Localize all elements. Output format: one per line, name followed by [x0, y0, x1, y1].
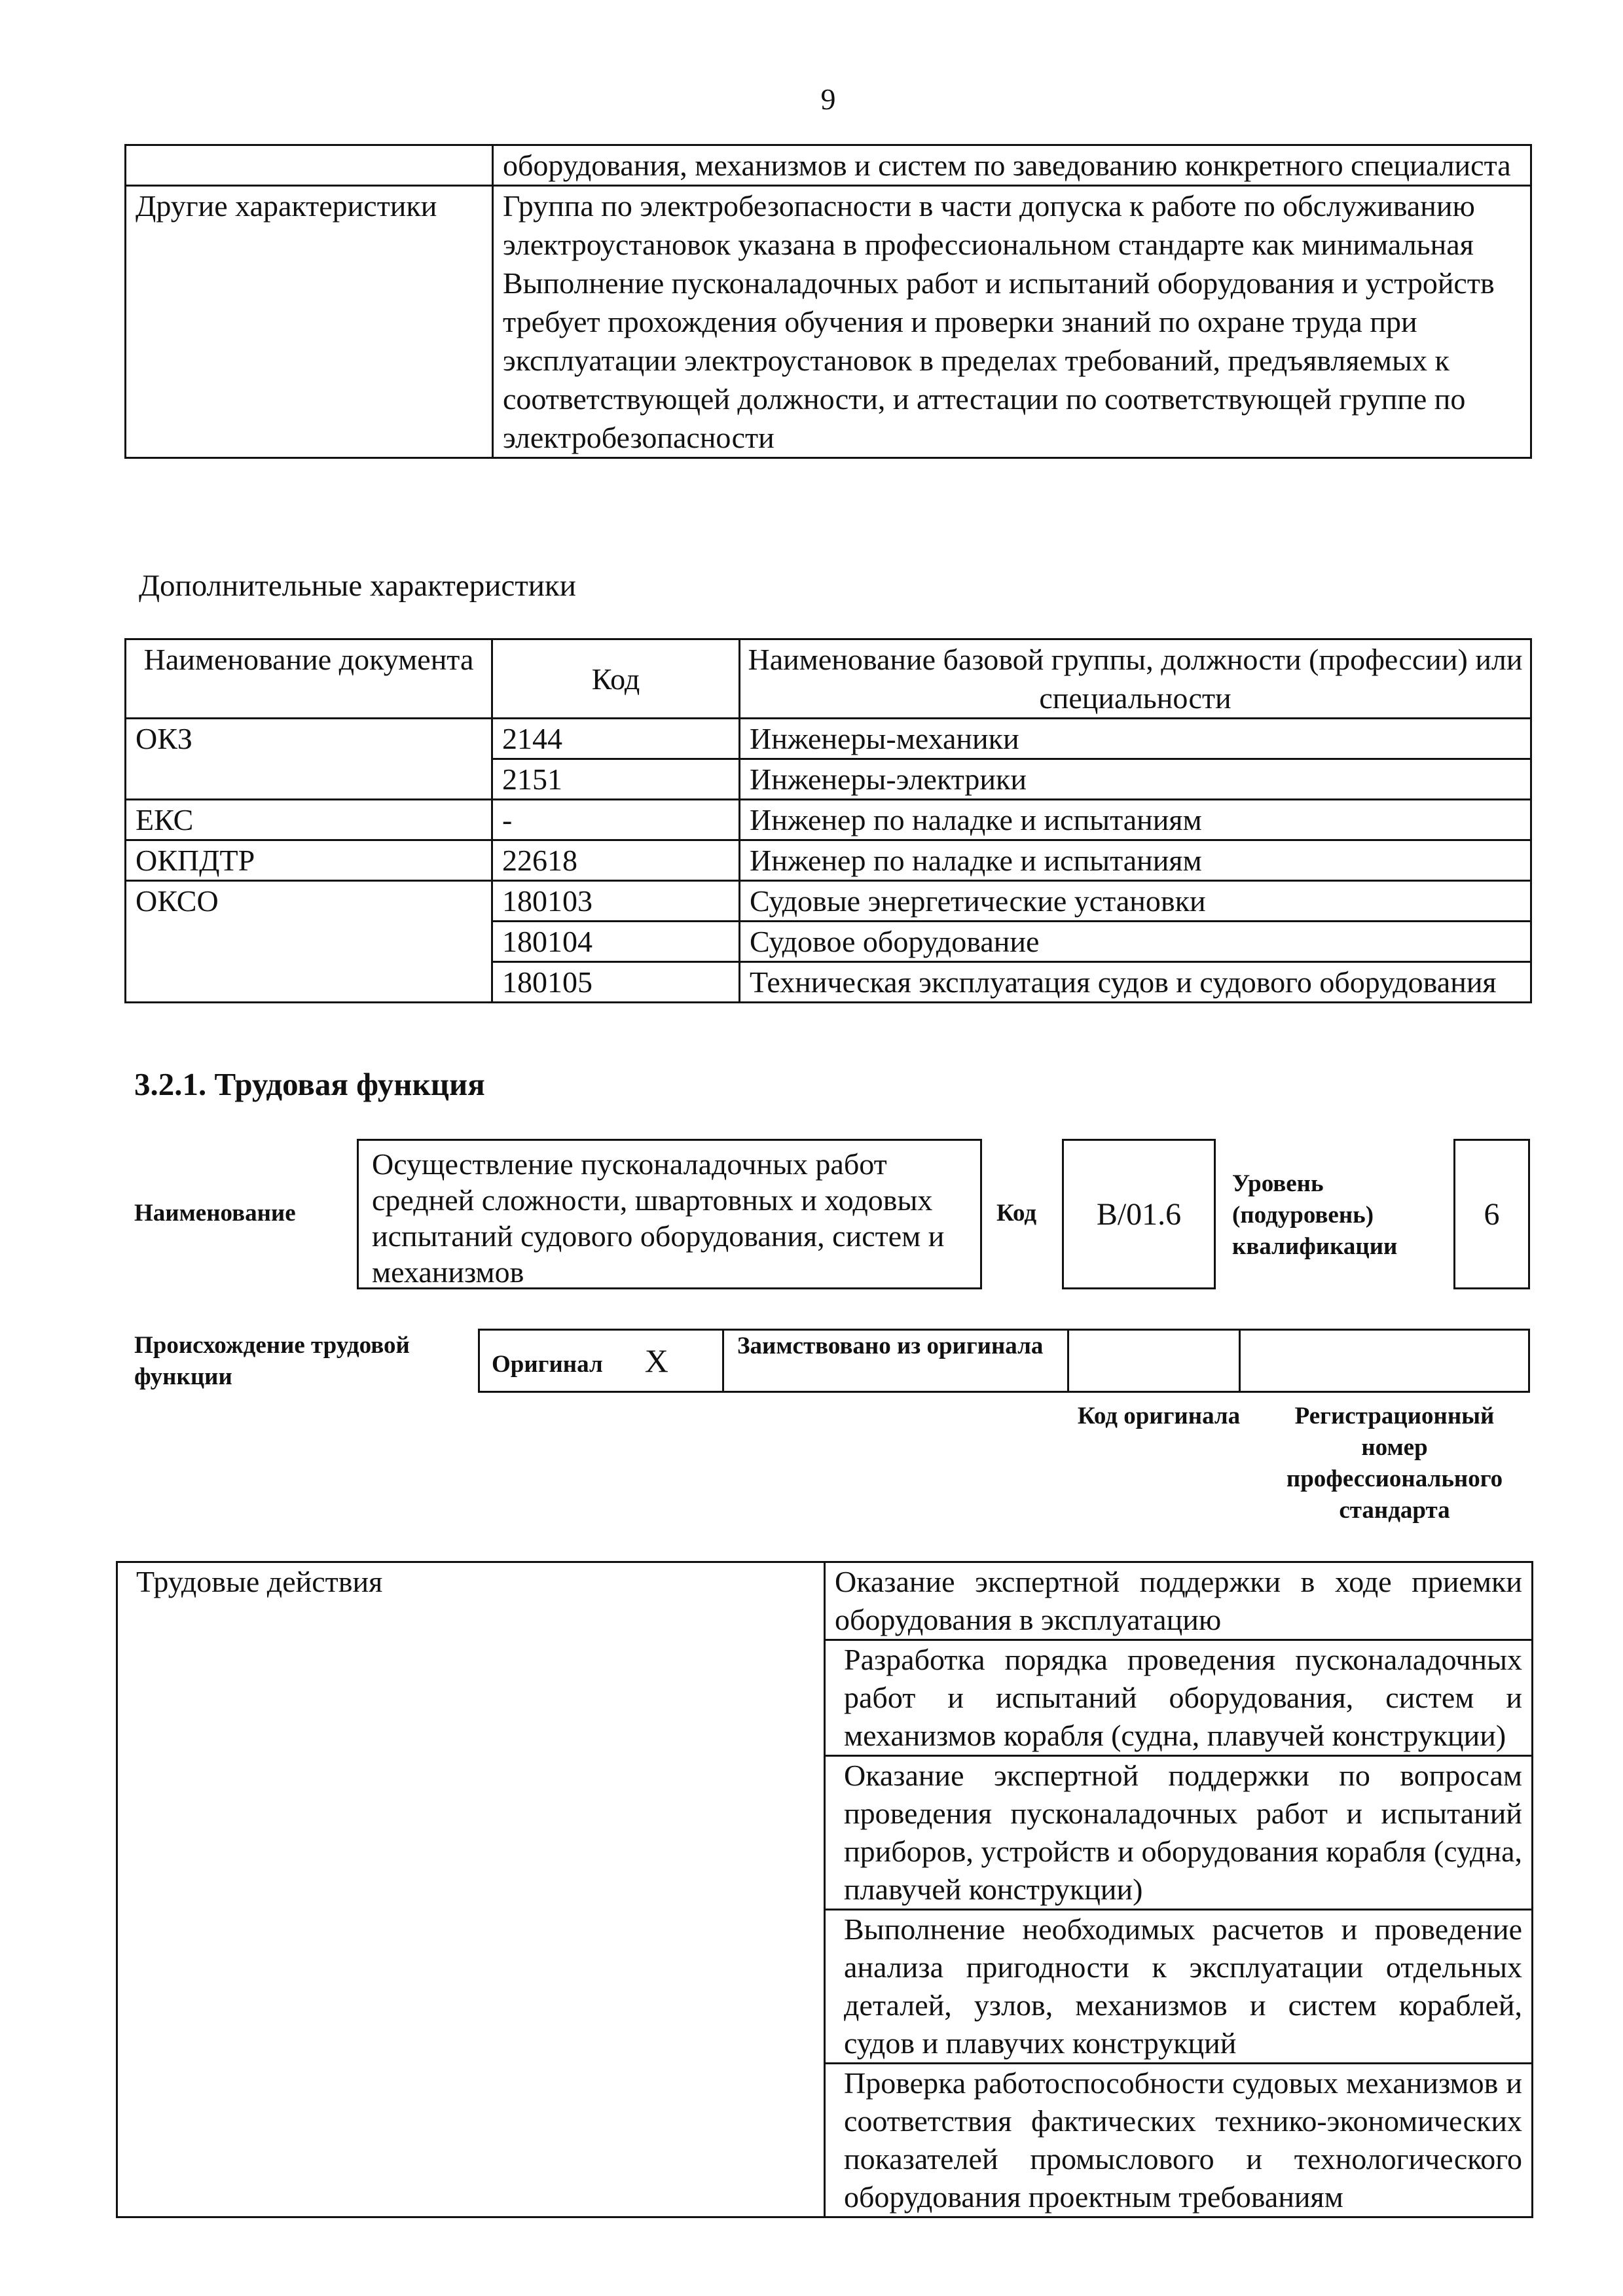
table-row — [117, 1562, 1533, 1640]
training-requirement-text: Выполнение пусконаладочных работ и испытаний оборудования и устройств требует прохождения обучения и проверки знаний по охране труда при эксплуатации электроустановок в пределах требований, предъявляемых к соответствующей должности, и аттестации по соответствующей группе по электробезопасности — [503, 266, 1495, 454]
labor-actions-label: Трудовые действия — [117, 1562, 825, 2217]
name-cell: Инженеры-механики — [740, 719, 1531, 759]
labor-action-item: Оказание экспертной поддержки по вопросам проведения пусконаладочных работ и испытаний приборов, устройств и оборудования корабля (судна, плавучей конструкции) — [825, 1756, 1533, 1910]
level-box — [1453, 1139, 1530, 1289]
other-characteristics-label: Другие характеристики — [126, 186, 493, 458]
additional-characteristics-table — [124, 638, 1532, 1003]
table-row — [126, 881, 1531, 922]
code-original-caption: Код оригинала — [1077, 1403, 1241, 1429]
doc-cell: ОКПДТР — [126, 840, 492, 881]
code-cell: 180103 — [492, 881, 740, 922]
value-cell — [493, 186, 1531, 458]
name-cell: Инженер по наладке и испытаниям — [740, 800, 1531, 840]
page-number: 9 — [820, 82, 836, 116]
labor-action-item: Проверка работоспособности судовых механизмов и соответствия фактических технико-экономических показателей промыслового и технологического оборудования проектным требованиям — [825, 2064, 1533, 2217]
code-cell: 180105 — [492, 962, 740, 1003]
labor-function-heading: 3.2.1. Трудовая функция — [134, 1066, 485, 1102]
code-label: Код — [996, 1200, 1037, 1227]
labor-action-item: Разработка порядка проведения пусконаладочных работ и испытаний оборудования, систем и механизмов корабля (судна, плавучей конструкции) — [825, 1640, 1533, 1756]
electrical-safety-text: Группа по электробезопасности в части допуска к работе по обслуживанию электроустановок указана в профессиональном стандарте как минимальная — [503, 189, 1475, 261]
doc-cell: ОКСО — [126, 881, 492, 1003]
origin-row — [479, 1330, 1529, 1392]
origin-label: Происхождение трудовой функции — [134, 1332, 410, 1390]
code-cell: 2144 — [492, 719, 740, 759]
original-cell — [479, 1330, 723, 1392]
code-cell: 2151 — [492, 759, 740, 800]
name-cell: Инженеры-электрики — [740, 759, 1531, 800]
code-cell: 22618 — [492, 840, 740, 881]
labor-actions-table — [116, 1561, 1533, 2218]
name-label: Наименование — [134, 1200, 296, 1227]
table-row — [126, 800, 1531, 840]
reg-number-cell — [1240, 1330, 1529, 1392]
labor-action-item: Выполнение необходимых расчетов и проведение анализа пригодности к эксплуатации отдельных деталей, узлов, механизмов и систем кораблей, судов и плавучих конструкций — [825, 1910, 1533, 2064]
function-name-box — [357, 1139, 982, 1289]
reg-number-caption: Регистрационный номер профессионального стандарта — [1286, 1403, 1503, 1524]
code-cell: - — [492, 800, 740, 840]
origin-table — [478, 1329, 1530, 1393]
label-cell — [126, 145, 493, 186]
table-row — [126, 719, 1531, 759]
code-cell: 180104 — [492, 922, 740, 962]
function-name-value: Осуществление пусконаладочных работ средней сложности, швартовных и ходовых испытаний судового оборудования, систем и механизмов — [372, 1147, 945, 1289]
name-cell: Судовые энергетические установки — [740, 881, 1531, 922]
header-doc: Наименование документа — [126, 639, 492, 719]
name-cell: Техническая эксплуатация судов и судового оборудования — [740, 962, 1531, 1003]
code-box — [1062, 1139, 1216, 1289]
header-row — [126, 639, 1531, 719]
original-mark: X — [644, 1342, 668, 1379]
table-row — [126, 840, 1531, 881]
doc-cell: ЕКС — [126, 800, 492, 840]
code-value: B/01.6 — [1096, 1196, 1182, 1232]
additional-characteristics-title: Дополнительные характеристики — [139, 569, 576, 603]
labor-action-item: Оказание экспертной поддержки в ходе приемки оборудования в эксплуатацию — [825, 1562, 1533, 1640]
original-label: Оригинал — [492, 1350, 603, 1378]
name-cell: Судовое оборудование — [740, 922, 1531, 962]
table-row — [126, 145, 1531, 186]
table-row — [126, 186, 1531, 458]
original-code-cell — [1068, 1330, 1240, 1392]
header-name: Наименование базовой группы, должности (профессии) или специальности — [740, 639, 1531, 719]
doc-cell: ОКЗ — [126, 719, 492, 800]
value-cell: оборудования, механизмов и систем по заведованию конкретного специалиста — [493, 145, 1531, 186]
level-value: 6 — [1484, 1196, 1500, 1232]
header-code: Код — [492, 639, 740, 719]
name-cell: Инженер по наладке и испытаниям — [740, 840, 1531, 881]
borrowed-label: Заимствовано из оригинала — [723, 1330, 1068, 1392]
other-characteristics-table — [124, 144, 1532, 459]
level-label: Уровень (подуровень) квалификации — [1232, 1170, 1398, 1260]
